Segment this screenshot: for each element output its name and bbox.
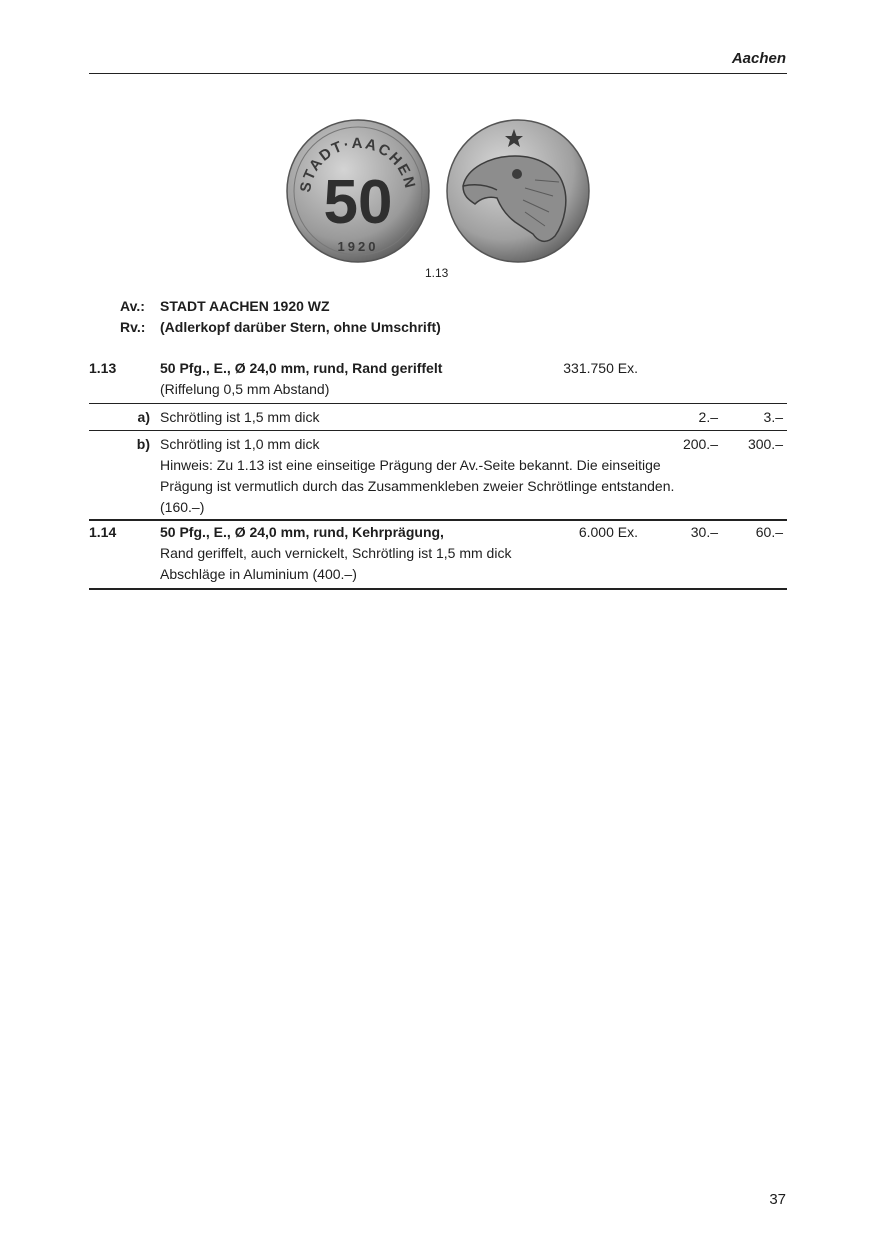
coin-reverse-image	[445, 118, 591, 264]
table-bottom-rule	[89, 588, 787, 590]
av-text: STADT AACHEN 1920 WZ	[160, 298, 330, 314]
row-divider	[89, 430, 787, 431]
page-number: 37	[769, 1191, 786, 1208]
coin-year: 1920	[337, 239, 379, 254]
entry-price-1: 30.–	[690, 524, 718, 540]
entry-number: 1.14	[89, 524, 117, 540]
entry-line: Abschläge in Aluminium (400.–)	[160, 566, 357, 582]
coin-obverse-image	[285, 118, 431, 264]
entry-mintage: 6.000 Ex.	[578, 524, 638, 540]
entry-price-2: 60.–	[755, 524, 783, 540]
remark-line: (160.–)	[160, 499, 205, 515]
entry-line: Rand geriffelt, auch vernickelt, Schrötling ist 1,5 mm dick	[160, 545, 512, 561]
entry-title: 50 Pfg., E., Ø 24,0 mm, rund, Kehrprägung,	[160, 524, 444, 540]
entry-divider	[89, 519, 787, 521]
entry-number: 1.13	[89, 360, 117, 376]
remark-line: Prägung ist vermutlich durch das Zusammenkleben zweier Schrötlinge entstanden.	[160, 478, 675, 494]
remark-line: Hinweis: Zu 1.13 ist eine einseitige Prägung der Av.-Seite bekannt. Die einseitige	[160, 457, 661, 473]
entry-mintage: 331.750 Ex.	[563, 360, 638, 376]
variant-text: Schrötling ist 1,5 mm dick	[160, 409, 320, 425]
row-divider	[89, 403, 787, 404]
variant-price-2: 3.–	[763, 409, 783, 425]
page-header-title: Aachen	[731, 50, 786, 67]
variant-key: a)	[137, 409, 150, 425]
entry-note: (Riffelung 0,5 mm Abstand)	[160, 381, 330, 397]
variant-price-1: 2.–	[698, 409, 718, 425]
coin-legend: STADT·AACHEN	[296, 134, 419, 194]
av-label: Av.:	[120, 298, 145, 314]
rv-label: Rv.:	[120, 319, 146, 335]
coin-figure	[285, 118, 595, 264]
rv-text: (Adlerkopf darüber Stern, ohne Umschrift)	[160, 319, 441, 335]
variant-key: b)	[136, 436, 150, 452]
variant-price-2: 300.–	[747, 436, 783, 452]
header-rule	[89, 73, 787, 74]
variant-text: Schrötling ist 1,0 mm dick	[160, 436, 320, 452]
variant-price-1: 200.–	[682, 436, 718, 452]
coin-value: 50	[323, 168, 393, 237]
entry-title: 50 Pfg., E., Ø 24,0 mm, rund, Rand geriffelt	[160, 360, 443, 376]
figure-caption: 1.13	[425, 266, 449, 280]
